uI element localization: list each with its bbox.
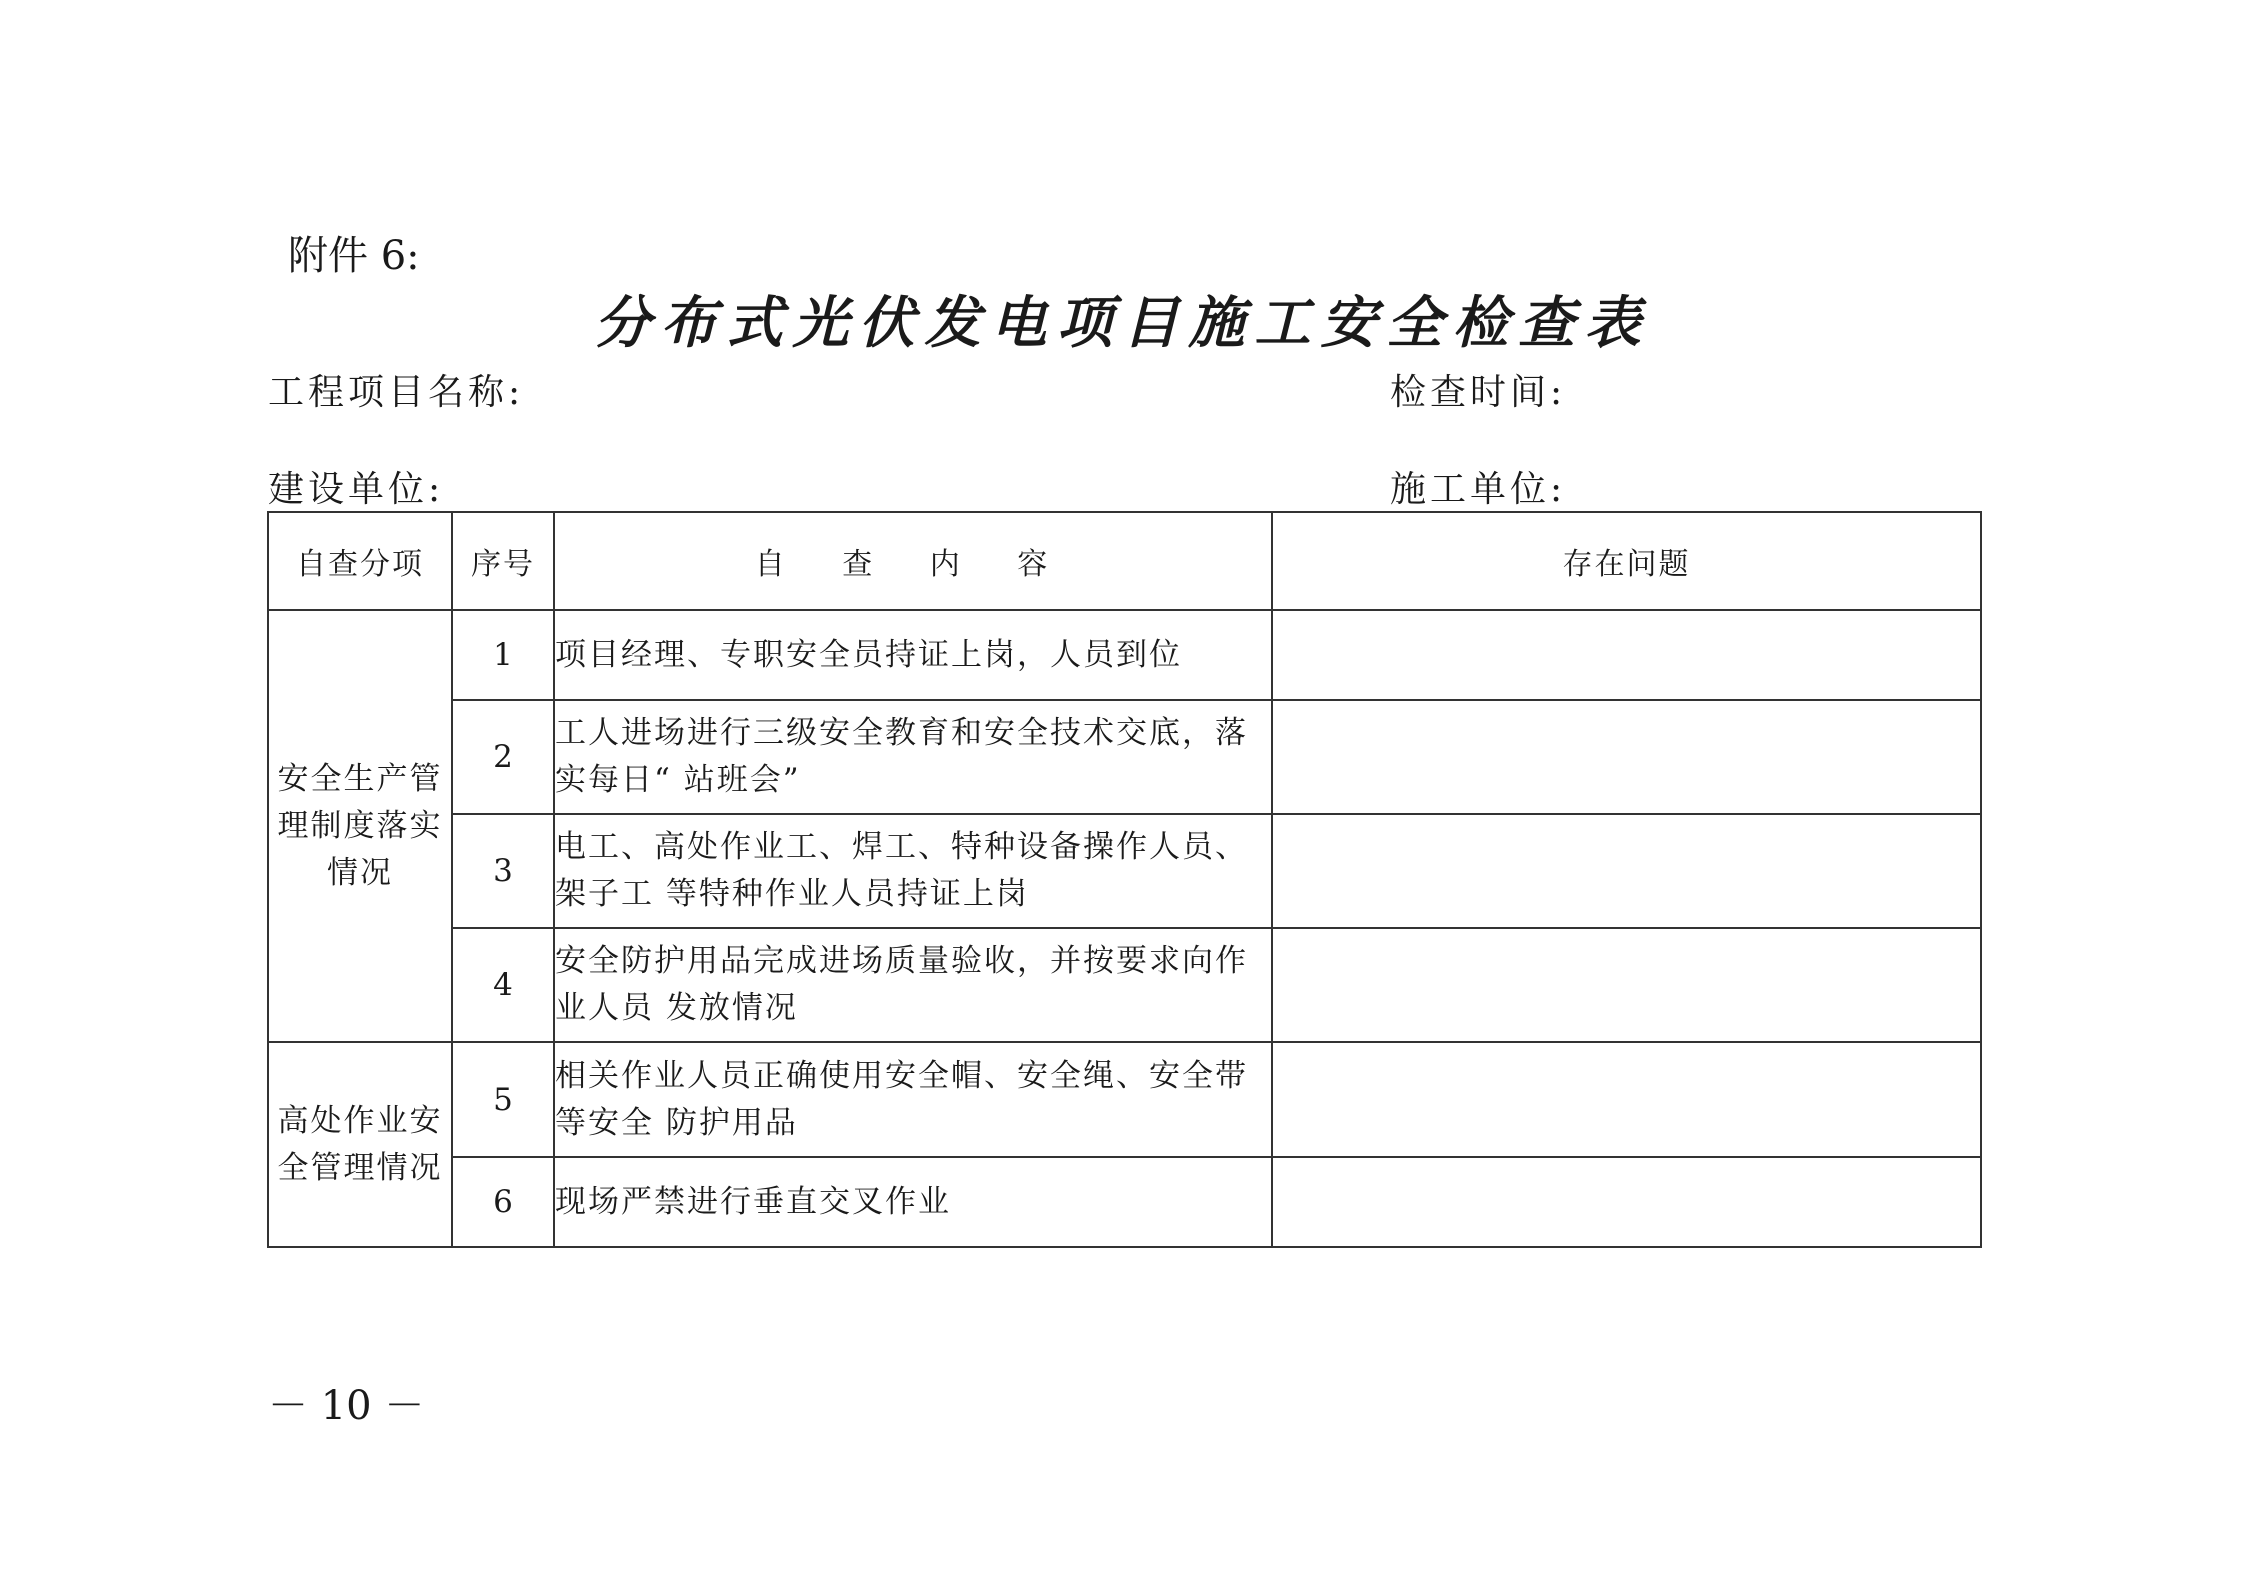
issue-cell[interactable] [1272, 1042, 1981, 1157]
table-row [268, 700, 1981, 814]
check-content: 电工、高处作业工、焊工、特种设备操作人员、架子工 等特种作业人员持证上岗 [554, 814, 1272, 928]
issue-cell[interactable] [1272, 928, 1981, 1042]
safety-check-table [267, 511, 1982, 1248]
column-header-number: 序号 [452, 512, 554, 610]
attachment-label: 附件 6: [288, 233, 420, 279]
check-content: 项目经理、专职安全员持证上岗，人员到位 [554, 610, 1272, 700]
check-content: 相关作业人员正确使用安全帽、安全绳、安全带等安全 防护用品 [554, 1042, 1272, 1157]
table-row [268, 928, 1981, 1042]
table-row [268, 814, 1981, 928]
issue-cell[interactable] [1272, 700, 1981, 814]
row-number: 6 [452, 1157, 554, 1247]
check-content: 现场严禁进行垂直交叉作业 [554, 1157, 1272, 1247]
row-number: 1 [452, 610, 554, 700]
category-cell: 高处作业安全管理情况 [268, 1042, 452, 1247]
table-row [268, 1042, 1981, 1157]
check-content: 工人进场进行三级安全教育和安全技术交底，落实每日“ 站班会” [554, 700, 1272, 814]
row-number: 3 [452, 814, 554, 928]
category-cell: 安全生产管理制度落实情况 [268, 610, 452, 1042]
table-row [268, 610, 1981, 700]
inspection-time-field: 检查时间: [1390, 372, 1567, 413]
table-row [268, 1157, 1981, 1247]
column-header-issue: 存在问题 [1272, 512, 1981, 610]
document-title: 分布式光伏发电项目施工安全检查表 [594, 290, 1651, 356]
page-number: － 10 － [268, 1383, 425, 1429]
row-number: 4 [452, 928, 554, 1042]
check-content: 安全防护用品完成进场质量验收，并按要求向作业人员 发放情况 [554, 928, 1272, 1042]
column-header-category: 自查分项 [268, 512, 452, 610]
row-number: 2 [452, 700, 554, 814]
construction-unit-field: 建设单位: [268, 469, 445, 510]
issue-cell[interactable] [1272, 1157, 1981, 1247]
issue-cell[interactable] [1272, 610, 1981, 700]
project-name-field: 工程项目名称: [268, 372, 525, 413]
row-number: 5 [452, 1042, 554, 1157]
table-header-row [268, 512, 1981, 610]
contractor-unit-field: 施工单位: [1390, 469, 1567, 510]
issue-cell[interactable] [1272, 814, 1981, 928]
column-header-content: 自 查 内 容 [554, 512, 1272, 610]
